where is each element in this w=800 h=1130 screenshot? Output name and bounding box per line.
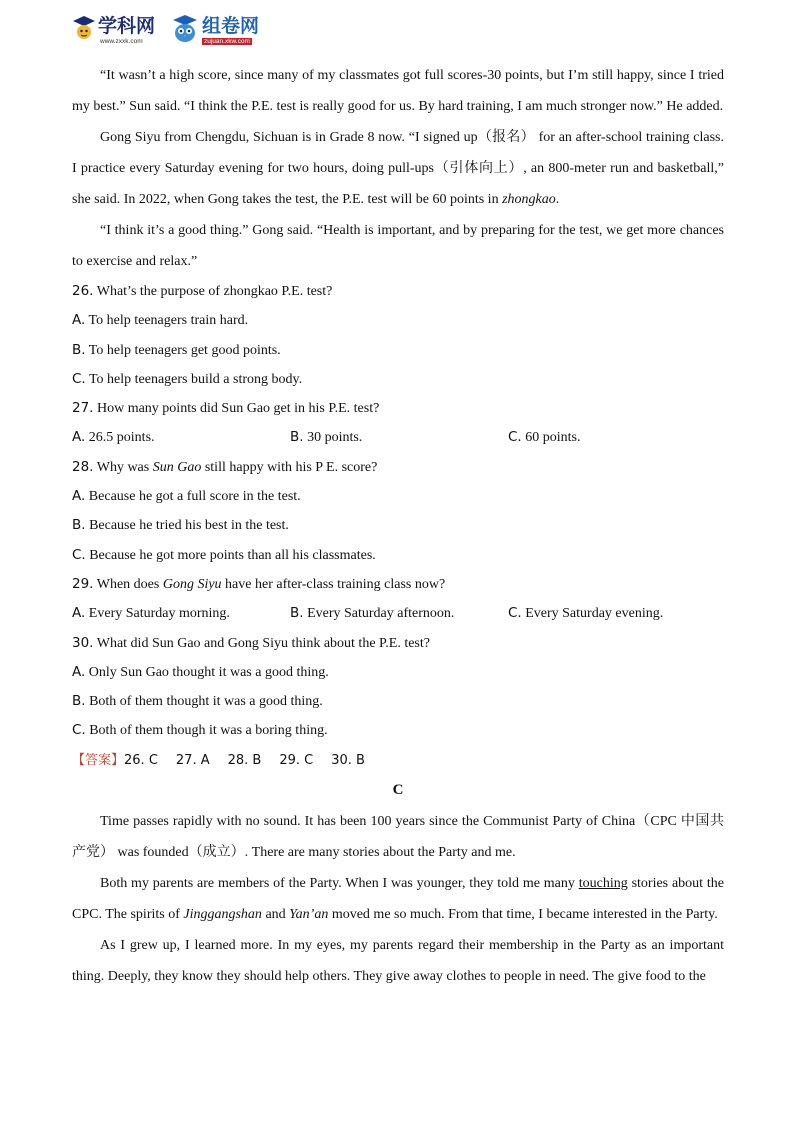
option-27-c: C. 60 points.: [508, 429, 581, 446]
option-26-b: B. To help teenagers get good points.: [72, 341, 281, 358]
question-26: 26. What’s the purpose of zhongkao P.E. test?: [72, 283, 333, 299]
page-header: [72, 10, 282, 48]
owl-mascot-icon: [172, 14, 198, 44]
answer-item: 28. B: [227, 752, 262, 768]
option-26-c: C. To help teenagers build a strong body.: [72, 370, 303, 387]
logo1-url: www.zxxk.com: [100, 38, 143, 45]
section-c-paragraph-2: Both my parents are members of the Party. When I was younger, they told me many touching stories about the CPC. The spirits of Jinggangshan and Yan’an moved me so much. From that time, I became interested in the Party.: [72, 876, 724, 923]
option-26-a: A. To help teenagers train hard.: [72, 312, 249, 329]
section-c-paragraph-1: Time passes rapidly with no sound. It has been 100 years since the Communist Party of China（CPC 中国共产党） was founded（成立）. There are many stories about the Party and me.: [72, 814, 724, 861]
option-29-c: C. Every Saturday evening.: [508, 605, 664, 622]
option-27-b: B. 30 points.: [290, 429, 363, 446]
logo2-url: zujuan.xkw.com: [204, 38, 250, 45]
option-29-a: A. Every Saturday morning.: [72, 605, 230, 622]
answer-item: 26. C: [124, 752, 158, 768]
section-heading-c: C: [392, 782, 404, 799]
option-28-b: B. Because he tried his best in the test.: [72, 517, 289, 534]
option-28-c: C. Because he got more points than all his classmates.: [72, 546, 376, 563]
question-30: 30. What did Sun Gao and Gong Siyu think about the P.E. test?: [72, 634, 430, 651]
answer-label: 【答案】: [72, 752, 125, 768]
logo2-title: 组卷网: [202, 16, 260, 37]
answer-item: 30. B: [331, 752, 365, 768]
options-27: [72, 423, 724, 452]
option-29-b: B. Every Saturday afternoon.: [290, 605, 455, 622]
option-30-b: B. Both of them thought it was a good thing.: [72, 693, 323, 710]
graduation-cap-icon: [72, 14, 96, 42]
answer-item: 29. C: [279, 752, 314, 768]
logo1-title: 学科网: [98, 16, 156, 37]
options-29: [72, 599, 724, 628]
answer-key: [72, 746, 724, 775]
question-27: 27. How many points did Sun Gao get in his P.E. test?: [72, 400, 380, 417]
document-body: [72, 60, 724, 992]
zxxk-logo: [72, 10, 167, 48]
option-28-a: A. Because he got a full score in the test.: [72, 488, 301, 505]
option-30-c: C. Both of them though it was a boring thing.: [72, 722, 328, 739]
answer-item: 27. A: [175, 752, 210, 768]
option-30-a: A. Only Sun Gao thought it was a good thing.: [72, 663, 329, 680]
question-29: 29. When does Gong Siyu have her after-class training class now?: [72, 575, 446, 592]
passage-paragraph-2: Gong Siyu from Chengdu, Sichuan is in Grade 8 now. “I signed up（报名） for an after-school training class. I practice every Saturday evening for two hours, doing pull-ups（引体向上）, an 800-meter run and basketball,” she said. In 2022, when Gong takes the test, the P.E. test will be 60 points in zhongkao.: [72, 130, 724, 207]
passage-paragraph-3: “I think it’s a good thing.” Gong said. “Health is important, and by preparing for the test, we get more chances to exercise and relax.”: [72, 223, 724, 269]
zujuan-logo: [172, 10, 272, 48]
option-27-a: A. 26.5 points.: [72, 429, 155, 446]
question-28: 28. Why was Sun Gao still happy with his P E. score?: [72, 458, 378, 475]
section-c-paragraph-3: As I grew up, I learned more. In my eyes, my parents regard their membership in the Party as an important thing. Deeply, they know they should help others. They give away clothes to people in need. The give food to the: [72, 938, 724, 985]
passage-paragraph-1: “It wasn’t a high score, since many of my classmates got full scores-30 points, but I’m still happy, since I tried my best.” Sun said. “I think the P.E. test is really good for us. By hard training, I am much stronger now.” He added.: [72, 68, 724, 114]
underlined-word: touching: [578, 876, 628, 892]
